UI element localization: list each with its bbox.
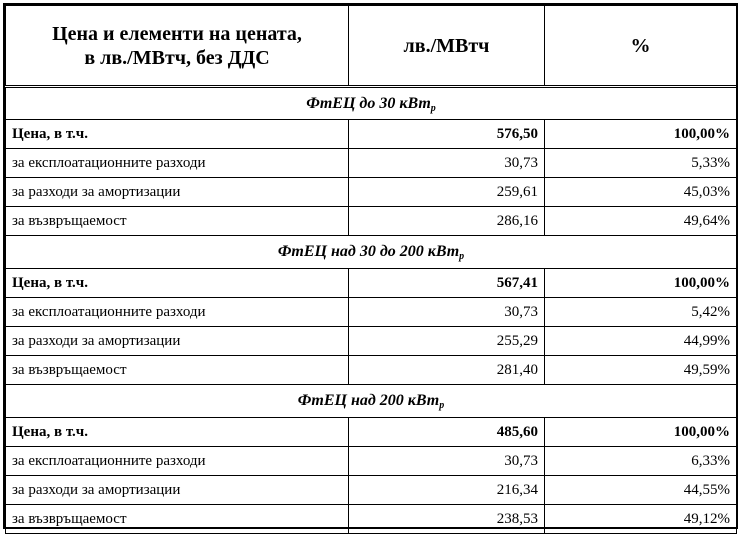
row-percent: 100,00% <box>545 418 737 447</box>
row-label: за експлоатационните разходи <box>6 149 349 178</box>
row-label: за възвръщаемост <box>6 356 349 385</box>
row-percent: 5,42% <box>545 298 737 327</box>
section-title <box>6 385 737 418</box>
row-value: 281,40 <box>349 356 545 385</box>
header-price-elements <box>6 6 349 87</box>
table-row <box>6 149 737 178</box>
total-price-row <box>6 120 737 149</box>
row-percent: 44,55% <box>545 476 737 505</box>
row-label: за експлоатационните разходи <box>6 298 349 327</box>
row-value: 30,73 <box>349 447 545 476</box>
row-percent: 100,00% <box>545 269 737 298</box>
row-value: 255,29 <box>349 327 545 356</box>
row-percent: 100,00% <box>545 120 737 149</box>
price-table <box>5 5 737 534</box>
row-label: за разходи за амортизации <box>6 178 349 207</box>
section-title-row <box>6 87 737 120</box>
row-percent: 6,33% <box>545 447 737 476</box>
row-label: Цена, в т.ч. <box>6 418 349 447</box>
row-label: за експлоатационните разходи <box>6 447 349 476</box>
row-value: 485,60 <box>349 418 545 447</box>
section-title-text: ФтЕЦ над 30 до 200 кВт <box>277 243 460 260</box>
row-value: 286,16 <box>349 207 545 236</box>
row-value: 259,61 <box>349 178 545 207</box>
table-row <box>6 447 737 476</box>
section-title-subscript: р <box>459 251 465 262</box>
row-percent: 44,99% <box>545 327 737 356</box>
table-row <box>6 356 737 385</box>
row-percent: 49,12% <box>545 505 737 534</box>
row-percent: 49,64% <box>545 207 737 236</box>
table-row <box>6 476 737 505</box>
table-header-row <box>6 6 737 87</box>
section-title-text: ФтЕЦ над 200 кВт <box>297 392 440 409</box>
header-percent: % <box>545 6 737 87</box>
table-row <box>6 327 737 356</box>
total-price-row <box>6 418 737 447</box>
table-row <box>6 178 737 207</box>
row-percent: 49,59% <box>545 356 737 385</box>
row-label: за разходи за амортизации <box>6 327 349 356</box>
section-title-row <box>6 236 737 269</box>
header-col1-line2: в лв./МВтч, без ДДС <box>84 46 270 69</box>
row-label: за разходи за амортизации <box>6 476 349 505</box>
row-label: за възвръщаемост <box>6 207 349 236</box>
row-label: Цена, в т.ч. <box>6 120 349 149</box>
table-row <box>6 505 737 534</box>
section-title <box>6 236 737 269</box>
row-label: за възвръщаемост <box>6 505 349 534</box>
header-col1-line1: Цена и елементи на цената, <box>52 22 302 45</box>
row-label: Цена, в т.ч. <box>6 269 349 298</box>
section-title <box>6 87 737 120</box>
header-unit: лв./МВтч <box>349 6 545 87</box>
row-value: 216,34 <box>349 476 545 505</box>
total-price-row <box>6 269 737 298</box>
price-table-frame <box>3 3 738 529</box>
row-value: 30,73 <box>349 298 545 327</box>
section-title-subscript: р <box>439 400 445 411</box>
row-value: 30,73 <box>349 149 545 178</box>
section-title-text: ФтЕЦ до 30 кВт <box>306 94 431 112</box>
section-title-subscript: р <box>430 102 436 114</box>
row-percent: 5,33% <box>545 149 737 178</box>
row-value: 238,53 <box>349 505 545 534</box>
row-percent: 45,03% <box>545 178 737 207</box>
table-row <box>6 207 737 236</box>
section-title-row <box>6 385 737 418</box>
row-value: 567,41 <box>349 269 545 298</box>
table-row <box>6 298 737 327</box>
row-value: 576,50 <box>349 120 545 149</box>
